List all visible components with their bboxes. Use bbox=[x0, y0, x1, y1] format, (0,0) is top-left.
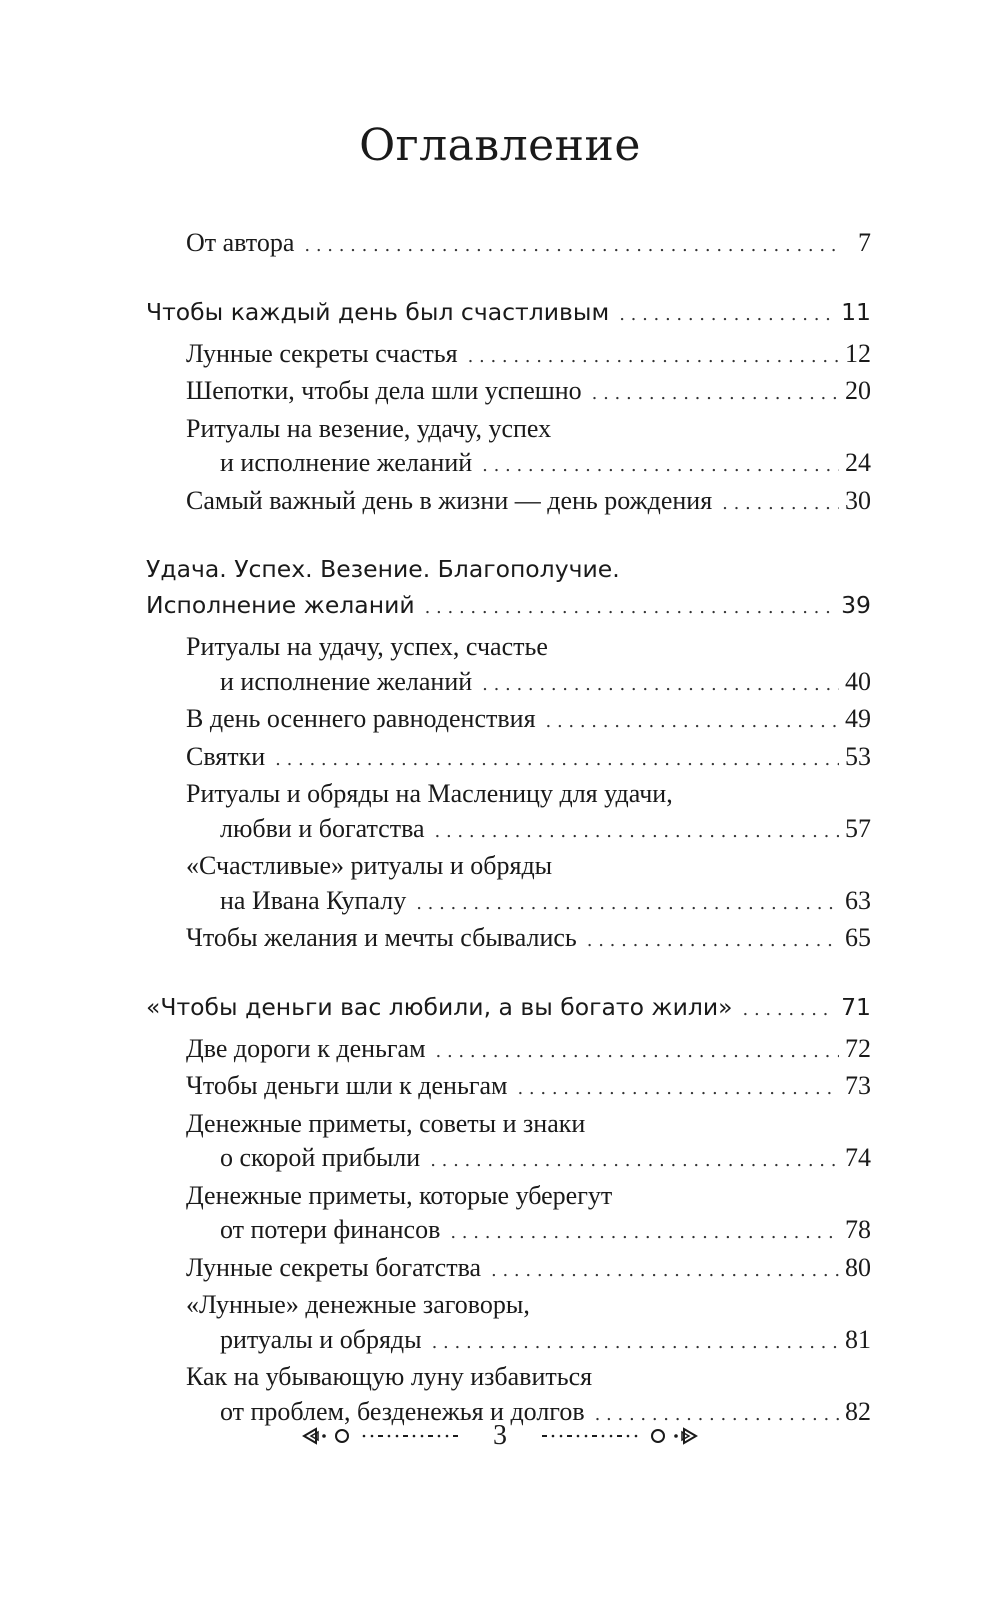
dot-leader bbox=[416, 887, 839, 922]
table-of-contents bbox=[146, 226, 871, 1432]
toc-entry-page: 11 bbox=[841, 297, 871, 326]
toc-entry-title: и исполнение желаний bbox=[220, 666, 473, 696]
toc-entry-title: Ритуалы на удачу, успех, счастье bbox=[186, 632, 548, 661]
toc-section bbox=[146, 551, 871, 626]
toc-entry-intro[interactable] bbox=[146, 226, 871, 264]
toc-entry-title: на Ивана Купалу bbox=[220, 885, 407, 915]
toc-entry[interactable] bbox=[146, 1069, 871, 1107]
toc-entry[interactable] bbox=[146, 1032, 871, 1070]
toc-entry-page: 53 bbox=[845, 741, 871, 771]
toc-entry[interactable] bbox=[146, 374, 871, 412]
toc-entry-title: Ритуалы на везение, удачу, успех bbox=[186, 413, 552, 443]
toc-entry-title: В день осеннего равноденствия bbox=[186, 704, 536, 733]
toc-entry-title: Денежные приметы, которые уберегут bbox=[186, 1180, 613, 1210]
toc-entry-title: «Чтобы деньги вас любили, а вы богато жили» bbox=[146, 992, 733, 1021]
toc-entry-page: 81 bbox=[845, 1324, 871, 1354]
toc-entry-title: любви и богатства bbox=[220, 813, 425, 843]
toc-entry[interactable] bbox=[146, 337, 871, 375]
toc-entry-page: 7 bbox=[858, 228, 871, 257]
dot-leader bbox=[425, 590, 835, 626]
dot-leader bbox=[304, 229, 839, 264]
dot-leader bbox=[482, 668, 839, 703]
toc-entry-title: от проблем, безденежья и долгов bbox=[220, 1396, 585, 1426]
dot-leader bbox=[743, 992, 836, 1028]
toc-entry-title: ритуалы и обряды bbox=[220, 1324, 422, 1354]
dot-leader bbox=[482, 449, 839, 484]
section-spacer bbox=[146, 521, 871, 551]
toc-entry-title: Святки bbox=[186, 741, 266, 771]
toc-entry-title: о скорой прибыли bbox=[220, 1143, 421, 1172]
dot-leader bbox=[275, 743, 839, 778]
toc-entry-title: Самый важный день в жизни — день рождения bbox=[186, 485, 713, 515]
toc-section bbox=[146, 989, 871, 1028]
toc-entry-title: Шепотки, чтобы дела шли успешно bbox=[186, 376, 582, 405]
toc-entry-title: Чтобы каждый день был счастливым bbox=[146, 297, 610, 326]
toc-entry-title: Исполнение желаний bbox=[146, 591, 415, 619]
toc-entry-title: «Лунные» денежные заговоры, bbox=[186, 1290, 530, 1319]
dot-leader bbox=[722, 487, 839, 522]
footer-ornament-right-icon bbox=[523, 1424, 698, 1448]
toc-entry-page: 57 bbox=[845, 813, 871, 843]
section-spacer bbox=[146, 959, 871, 989]
toc-entry-page: 49 bbox=[845, 704, 871, 733]
toc-entry-title: Как на убывающую луну избавиться bbox=[186, 1362, 593, 1391]
toc-entry[interactable] bbox=[146, 484, 871, 522]
toc-section-heading[interactable] bbox=[146, 989, 871, 1028]
toc-entry[interactable] bbox=[146, 777, 871, 849]
footer-ornament-left-icon bbox=[302, 1424, 477, 1448]
toc-entry-page: 72 bbox=[845, 1033, 871, 1063]
dot-leader bbox=[592, 377, 839, 412]
toc-entry[interactable] bbox=[146, 1288, 871, 1360]
page-title: Оглавление bbox=[359, 120, 641, 171]
toc-entry-title: Лунные секреты счастья bbox=[186, 338, 458, 368]
toc-entry[interactable] bbox=[146, 1107, 871, 1179]
toc-entry-page: 12 bbox=[845, 338, 871, 368]
toc-entry-page: 65 bbox=[845, 923, 871, 952]
dot-leader bbox=[432, 1326, 839, 1361]
toc-entry[interactable] bbox=[146, 1251, 871, 1289]
toc-entry-title: Ритуалы и обряды на Масленицу для удачи, bbox=[186, 779, 673, 808]
dot-leader bbox=[436, 1035, 839, 1070]
toc-entry-page: 74 bbox=[845, 1143, 871, 1172]
toc-section-heading[interactable] bbox=[146, 551, 871, 626]
dot-leader bbox=[491, 1254, 839, 1289]
toc-entry-title: От автора bbox=[186, 228, 295, 257]
toc-section bbox=[146, 294, 871, 333]
toc-entry-title: и исполнение желаний bbox=[220, 448, 473, 477]
dot-leader bbox=[468, 340, 839, 375]
toc-entry-page: 71 bbox=[841, 992, 871, 1021]
toc-entry[interactable] bbox=[146, 702, 871, 740]
toc-entry[interactable] bbox=[146, 921, 871, 959]
toc-entry-title: Чтобы деньги шли к деньгам bbox=[186, 1071, 508, 1100]
dot-leader bbox=[450, 1216, 839, 1251]
toc-entry-page: 73 bbox=[845, 1071, 871, 1100]
dot-leader bbox=[546, 705, 839, 740]
dot-leader bbox=[619, 297, 835, 333]
toc-entry-page: 80 bbox=[845, 1252, 871, 1282]
toc-entry-page: 78 bbox=[845, 1215, 871, 1244]
toc-entry[interactable] bbox=[146, 412, 871, 484]
toc-entry[interactable] bbox=[146, 630, 871, 702]
toc-entry-page: 82 bbox=[845, 1396, 871, 1426]
toc-entry-title: от потери финансов bbox=[220, 1215, 441, 1244]
toc-section-heading[interactable] bbox=[146, 294, 871, 333]
toc-entry-page: 39 bbox=[841, 591, 871, 619]
toc-entry-page: 30 bbox=[845, 485, 871, 515]
toc-entry[interactable] bbox=[146, 849, 871, 921]
section-spacer bbox=[146, 264, 871, 294]
dot-leader bbox=[587, 924, 839, 959]
toc-entry-title: «Счастливые» ритуалы и обряды bbox=[186, 851, 553, 880]
toc-entry-page: 24 bbox=[845, 448, 871, 477]
dot-leader bbox=[435, 815, 839, 850]
page-footer bbox=[0, 1420, 1000, 1452]
toc-entry[interactable] bbox=[146, 740, 871, 778]
toc-entry-title: Удача. Успех. Везение. Благополучие. bbox=[146, 555, 620, 583]
toc-entry-page: 63 bbox=[845, 885, 871, 915]
toc-entry-page: 40 bbox=[845, 666, 871, 696]
toc-entry-title: Две дороги к деньгам bbox=[186, 1033, 426, 1063]
toc-entry-title: Чтобы желания и мечты сбывались bbox=[186, 923, 577, 952]
dot-leader bbox=[517, 1072, 839, 1107]
toc-entry-page: 20 bbox=[845, 376, 871, 405]
toc-entry-title: Денежные приметы, советы и знаки bbox=[186, 1108, 586, 1138]
dot-leader bbox=[430, 1144, 839, 1179]
toc-entry-title: Лунные секреты богатства bbox=[186, 1252, 482, 1282]
toc-entry[interactable] bbox=[146, 1179, 871, 1251]
page-number: 3 bbox=[493, 1420, 507, 1451]
